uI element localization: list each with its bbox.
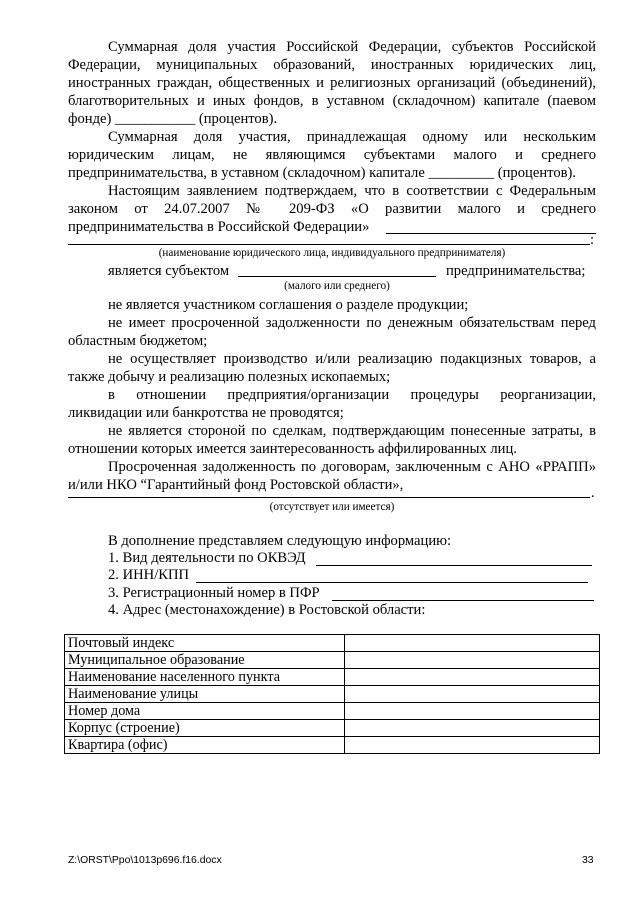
address-value-cell[interactable] bbox=[345, 686, 600, 703]
footer-page-number: 33 bbox=[582, 855, 594, 866]
table-row bbox=[65, 703, 600, 720]
address-label: Квартира (офис) bbox=[65, 737, 345, 754]
address-label: Почтовый индекс bbox=[65, 635, 345, 652]
item-deals: не является стороной по сделкам, подтверждающим понесенные затраты, в отношении которых имеется заинтересованность аффилированных лиц. bbox=[68, 423, 596, 457]
item-excise: не осуществляет производство и/или реализацию подакцизных товаров, а также добычу и реализацию полезных ископаемых; bbox=[68, 351, 596, 385]
address-label: Наименование населенного пункта bbox=[65, 669, 345, 686]
field-inn-label: 2. ИНН/КПП bbox=[108, 567, 190, 583]
caption-overdue-status: (отсутствует или имеется) bbox=[269, 501, 395, 513]
overdue-period: . bbox=[591, 485, 595, 501]
overdue-status-line[interactable] bbox=[68, 497, 590, 498]
address-value-cell[interactable] bbox=[345, 720, 600, 737]
address-value-cell[interactable] bbox=[345, 635, 600, 652]
subject-prefix: является субъектом bbox=[108, 263, 230, 279]
paragraph-total-share-legal: Суммарная доля участия, принадлежащая одному или нескольким юридическим лицам, не являющимся субъектами малого и среднего предпринимательства, в уставном (складочном) капитале _________ (процентов). bbox=[68, 129, 596, 181]
entity-name-line-1[interactable] bbox=[386, 233, 596, 234]
table-row bbox=[65, 635, 600, 652]
address-value-cell[interactable] bbox=[345, 703, 600, 720]
entity-name-line-2[interactable] bbox=[68, 244, 590, 245]
address-value-cell[interactable] bbox=[345, 669, 600, 686]
caption-entity-name: (наименование юридического лица, индивидуального предпринимателя) bbox=[158, 247, 506, 259]
field-address-label: 4. Адрес (местонахождение) в Ростовской области: bbox=[108, 602, 426, 618]
address-value-cell[interactable] bbox=[345, 652, 600, 669]
item-psa: не является участником соглашения о разделе продукции; bbox=[108, 297, 469, 313]
footer-file-path: Z:\ORST\Ppo\1013p696.f16.docx bbox=[68, 855, 222, 866]
field-pfr-label: 3. Регистрационный номер в ПФР bbox=[108, 585, 320, 601]
table-row bbox=[65, 737, 600, 754]
caption-subject-size: (малого или среднего) bbox=[284, 280, 390, 292]
table-row bbox=[65, 686, 600, 703]
paragraph-confirmation: Настоящим заявлением подтверждаем, что в соответствии с Федеральным законом от 24.07.2007 № 209-ФЗ «О развитии малого и среднего предпринимательства в Российской Федерации» bbox=[68, 183, 596, 235]
address-table bbox=[64, 634, 600, 754]
address-label: Муниципальное образование bbox=[65, 652, 345, 669]
item-overdue: Просроченная задолженность по договорам, заключенным с АНО «РРАПП» и/или НКО “Гарантийный фонд Ростовской области», bbox=[68, 459, 596, 493]
field-okved-label: 1. Вид деятельности по ОКВЭД bbox=[108, 550, 306, 566]
address-label: Номер дома bbox=[65, 703, 345, 720]
table-row bbox=[65, 720, 600, 737]
entity-name-colon: : bbox=[590, 232, 595, 248]
field-inn-line[interactable] bbox=[196, 582, 588, 583]
address-value-cell[interactable] bbox=[345, 737, 600, 754]
field-okved-line[interactable] bbox=[316, 565, 592, 566]
paragraph-total-share-gov: Суммарная доля участия Российской Федерации, субъектов Российской Федерации, муниципальных образований, иностранных юридических лиц, иностранных граждан, общественных и религиозных организаций (объединений), благотворительных и иных фондов, в уставном (складочном) капитале (паевом фонде) ___________ (процентов). bbox=[68, 39, 596, 127]
item-debt: не имеет просроченной задолженности по денежным обязательствам перед областным бюджетом; bbox=[68, 315, 596, 349]
table-row bbox=[65, 652, 600, 669]
additional-info-intro: В дополнение представляем следующую информацию: bbox=[108, 533, 452, 549]
table-row bbox=[65, 669, 600, 686]
item-reorg: в отношении предприятия/организации процедуры реорганизации, ликвидации или банкротства не проводятся; bbox=[68, 387, 596, 421]
address-label: Корпус (строение) bbox=[65, 720, 345, 737]
address-label: Наименование улицы bbox=[65, 686, 345, 703]
subject-size-line[interactable] bbox=[238, 276, 436, 277]
subject-suffix: предпринимательства; bbox=[446, 263, 586, 279]
